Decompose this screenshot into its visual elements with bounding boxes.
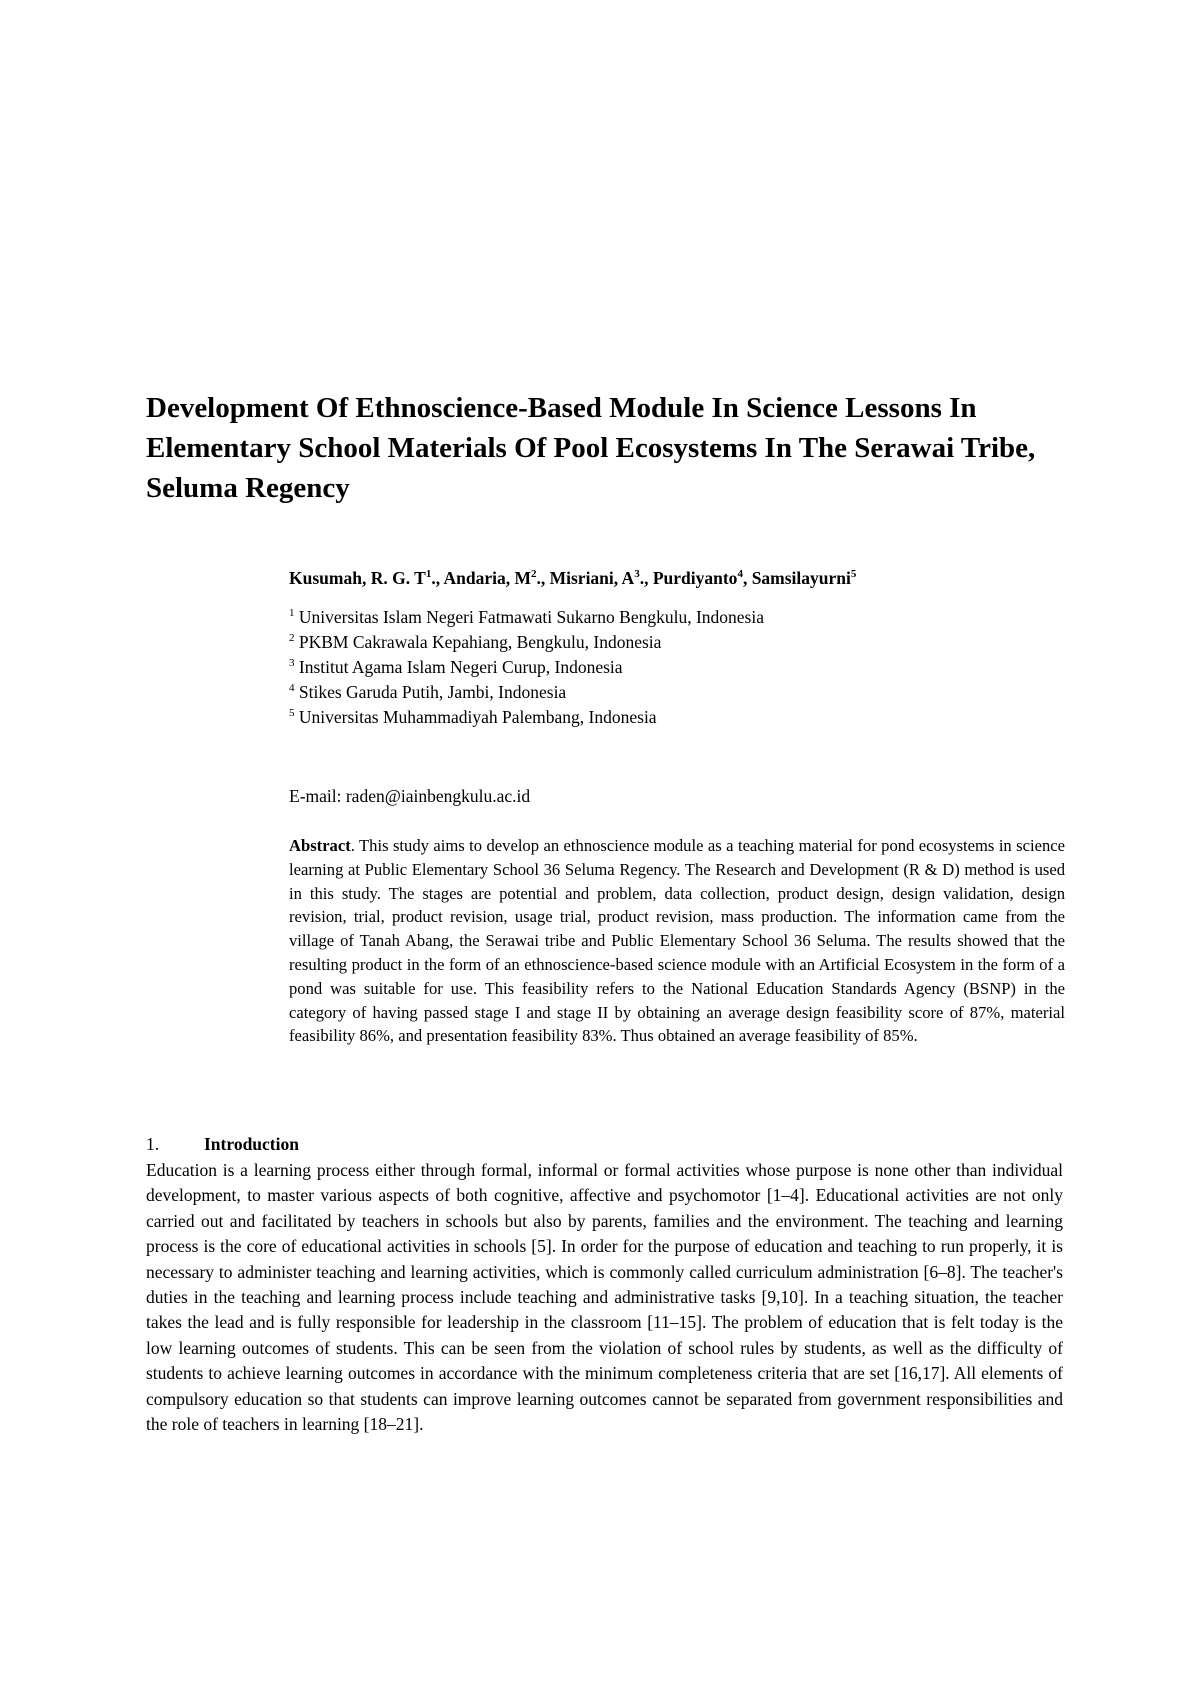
author-list: Kusumah, R. G. $T^1$., Andaria, $M^2$., Misriani, $A^3$., Purdiyanto$^4$, Samsilayurni$^5$ xyxy=(289,568,857,588)
affiliation-item xyxy=(289,655,1089,680)
author-affiliation-mark: 4 xyxy=(737,568,743,581)
author-name: Purdiyanto xyxy=(652,568,738,588)
affiliation-number: 3 xyxy=(289,657,295,670)
affiliation-item xyxy=(289,680,1089,705)
section-heading xyxy=(146,1132,299,1156)
affiliation-text: Institut Agama Islam Negeri Curup, Indonesia xyxy=(294,657,623,677)
author-affiliation-mark: 1 xyxy=(425,568,432,581)
author-affiliation-mark: 2 xyxy=(530,568,537,581)
affiliation-list xyxy=(289,605,1089,730)
contact-email: E-mail: raden@iainbengkulu.ac.id xyxy=(289,786,531,806)
section-number: 1. xyxy=(146,1134,160,1154)
affiliation-text: PKBM Cakrawala Kepahiang, Bengkulu, Indonesia xyxy=(294,632,662,652)
author-affiliation-mark: 5 xyxy=(850,568,857,581)
affiliation-text: Universitas Islam Negeri Fatmawati Sukarno Bengkulu, Indonesia xyxy=(294,607,764,627)
author-affiliation-mark: 3 xyxy=(634,568,640,581)
abstract-label: Abstract xyxy=(289,836,351,855)
affiliation-text: Universitas Muhammadiyah Palembang, Indonesia xyxy=(294,707,657,727)
affiliation-number: 4 xyxy=(289,682,295,695)
author-name: Kusumah, R. G. T xyxy=(289,568,426,588)
abstract xyxy=(289,834,1065,1048)
affiliation-item xyxy=(289,705,1089,730)
abstract-text: . This study aims to develop an ethnoscience module as a teaching material for pond ecosystems in science learning at Public Elementary School 36 Seluma Regency. The Research and Development (R & D) method is used in this study. The stages are potential and problem, data collection, product design, design validation, design revision, trial, product revision, usage trial, product revision, mass production. The information came from the village of Tanah Abang, the Serawai tribe and Public Elementary School 36 Seluma. The results showed that the resulting product in the form of an ethnoscience-based science module with an Artificial Ecosystem in the form of a pond was suitable for use. This feasibility refers to the National Education Standards Agency (BSNP) in the category of having passed stage I and stage II by obtaining an average design feasibility score of 87%, material feasibility 86%, and presentation feasibility 83%. Thus obtained an average feasibility of 85%. xyxy=(289,836,1065,1046)
author-name: Misriani, A xyxy=(549,568,635,588)
affiliation-number: 5 xyxy=(289,707,295,720)
section-title: Introduction xyxy=(204,1134,299,1154)
introduction-paragraph: Education is a learning process either through formal, informal or formal activities whose purpose is none other than individual development, to master various aspects of both cognitive, affective and psychomotor [1–4]. Educational activities are not only carried out and facilitated by teachers in schools but also by parents, families and the environment. The teaching and learning process is the core of educational activities in schools [5]. In order for the purpose of education and teaching to run properly, it is necessary to administer teaching and learning activities, which is commonly called curriculum administration [6–8]. The teacher's duties in the teaching and learning process include teaching and administrative tasks [9,10]. In a teaching situation, the teacher takes the lead and is fully responsible for leadership in the classroom [11–15]. The problem of education that is felt today is the low learning outcomes of students. This can be seen from the violation of school rules by students, as well as the difficulty of students to achieve learning outcomes in accordance with the minimum completeness criteria that are set [16,17]. All elements of compulsory education so that students can improve learning outcomes cannot be separated from government responsibilities and the role of teachers in learning [18–21]. xyxy=(146,1160,1063,1435)
paper-title: Development Of Ethnoscience-Based Module In Science Lessons In Elementary School Materials Of Pool Ecosystems In The Serawai Tribe, Seluma Regency xyxy=(146,392,1036,504)
affiliation-number: 1 xyxy=(289,607,295,620)
affiliation-text: Stikes Garuda Putih, Jambi, Indonesia xyxy=(294,682,567,702)
affiliation-item xyxy=(289,630,1089,655)
author-name: Samsilayurni xyxy=(751,568,851,588)
affiliation-number: 2 xyxy=(289,632,295,645)
affiliation-item xyxy=(289,605,1089,630)
author-name: Andaria, M xyxy=(443,568,531,588)
